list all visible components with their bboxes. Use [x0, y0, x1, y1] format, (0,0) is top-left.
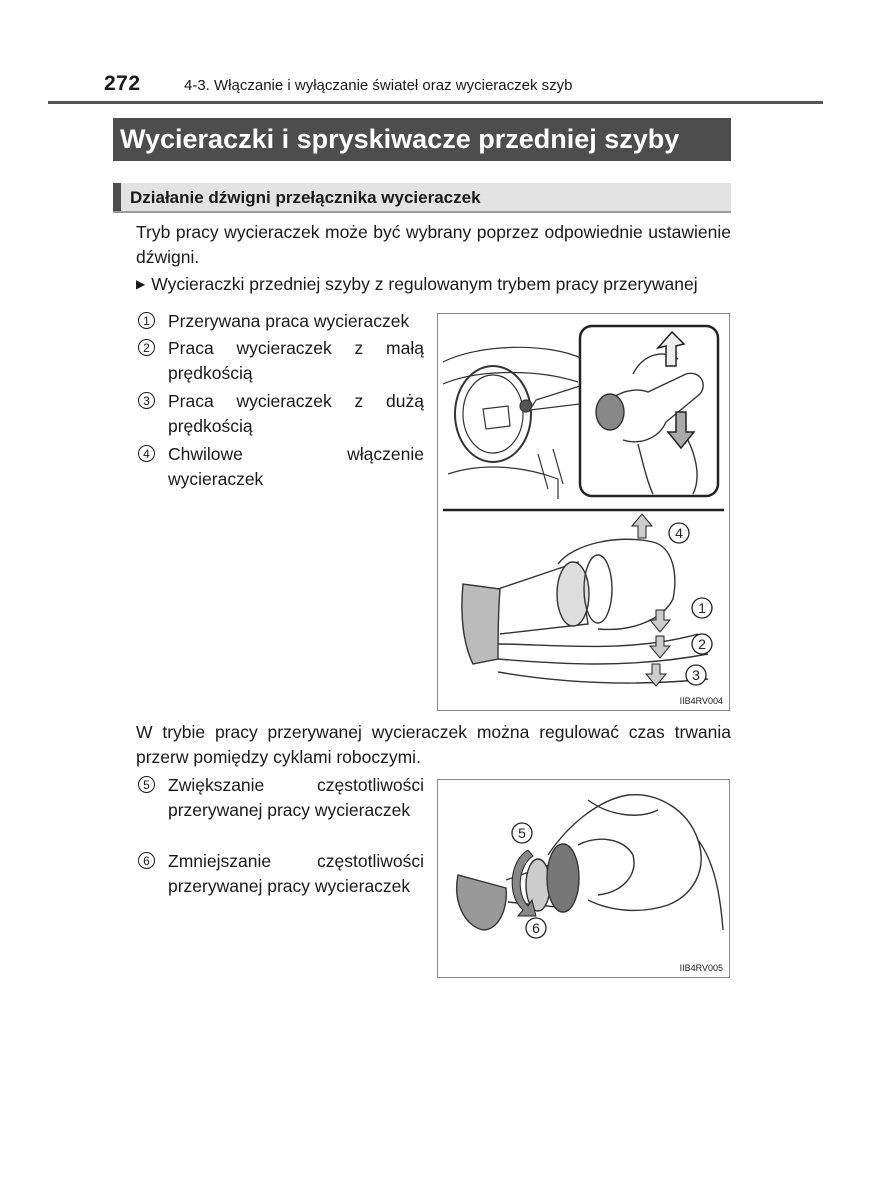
list-item-label: Praca wycieraczek z małą prędkością — [168, 338, 424, 383]
list-item-label: Zwiększanie częstotliwości przerywanej pracy wycieraczek — [168, 775, 424, 820]
list-item — [138, 309, 424, 334]
running-header: 4-3. Włączanie i wyłączanie świateł oraz wycieraczek szyb — [184, 77, 573, 94]
callout-number: 2 — [138, 339, 155, 356]
callout-label: 3 — [692, 667, 700, 683]
list-item-label: Praca wycieraczek z dużą prędkością — [168, 391, 424, 436]
callout-label: 2 — [698, 636, 706, 652]
list-item-label: Chwilowe włączenie wycieraczek — [168, 444, 424, 489]
subsection-title: Działanie dźwigni przełącznika wycieraczek — [130, 188, 481, 207]
page-number: 272 — [104, 72, 141, 95]
figure-code: IIB4RV004 — [679, 696, 723, 706]
list-item-label: Przerywana praca wycieraczek — [168, 311, 410, 331]
header-rule — [48, 101, 823, 104]
bullet-text: Wycieraczki przedniej szyby z regulowanym trybem pracy przerywanej — [151, 274, 698, 294]
callout-label: 1 — [698, 600, 706, 616]
list-item — [138, 336, 424, 386]
list-item — [138, 849, 424, 899]
list-item — [138, 442, 424, 492]
callout-label: 5 — [518, 825, 526, 841]
bullet-line — [136, 272, 736, 297]
interval-dial-icon — [438, 780, 729, 977]
list-item — [138, 773, 424, 823]
callout-number: 1 — [138, 312, 155, 329]
figure-wiper-lever — [437, 313, 730, 711]
subsection-marker — [113, 183, 121, 211]
callout-label: 4 — [675, 525, 683, 541]
wiper-lever-icon — [438, 314, 729, 710]
callout-label: 6 — [532, 920, 540, 936]
list-item — [138, 389, 424, 439]
figure-interval-dial — [437, 779, 730, 978]
bullet-marker-icon: ▶ — [136, 277, 146, 291]
figure-code: IIB4RV005 — [679, 963, 723, 973]
section-title: Wycieraczki i spryskiwacze przedniej szyby — [113, 118, 731, 161]
interval-paragraph: W trybie pracy przerywanej wycieraczek można regulować czas trwania przerw pomiędzy cyklami roboczymi. — [136, 722, 731, 767]
callout-number: 4 — [138, 445, 155, 462]
list-item-label: Zmniejszanie częstotliwości przerywanej pracy wycieraczek — [168, 851, 424, 896]
intro-paragraph: Tryb pracy wycieraczek może być wybrany poprzez odpowiednie ustawienie dźwigni. — [136, 222, 731, 267]
callout-number: 6 — [138, 852, 155, 869]
callout-number: 5 — [138, 776, 155, 793]
subsection-heading — [113, 183, 731, 213]
callout-number: 3 — [138, 392, 155, 409]
